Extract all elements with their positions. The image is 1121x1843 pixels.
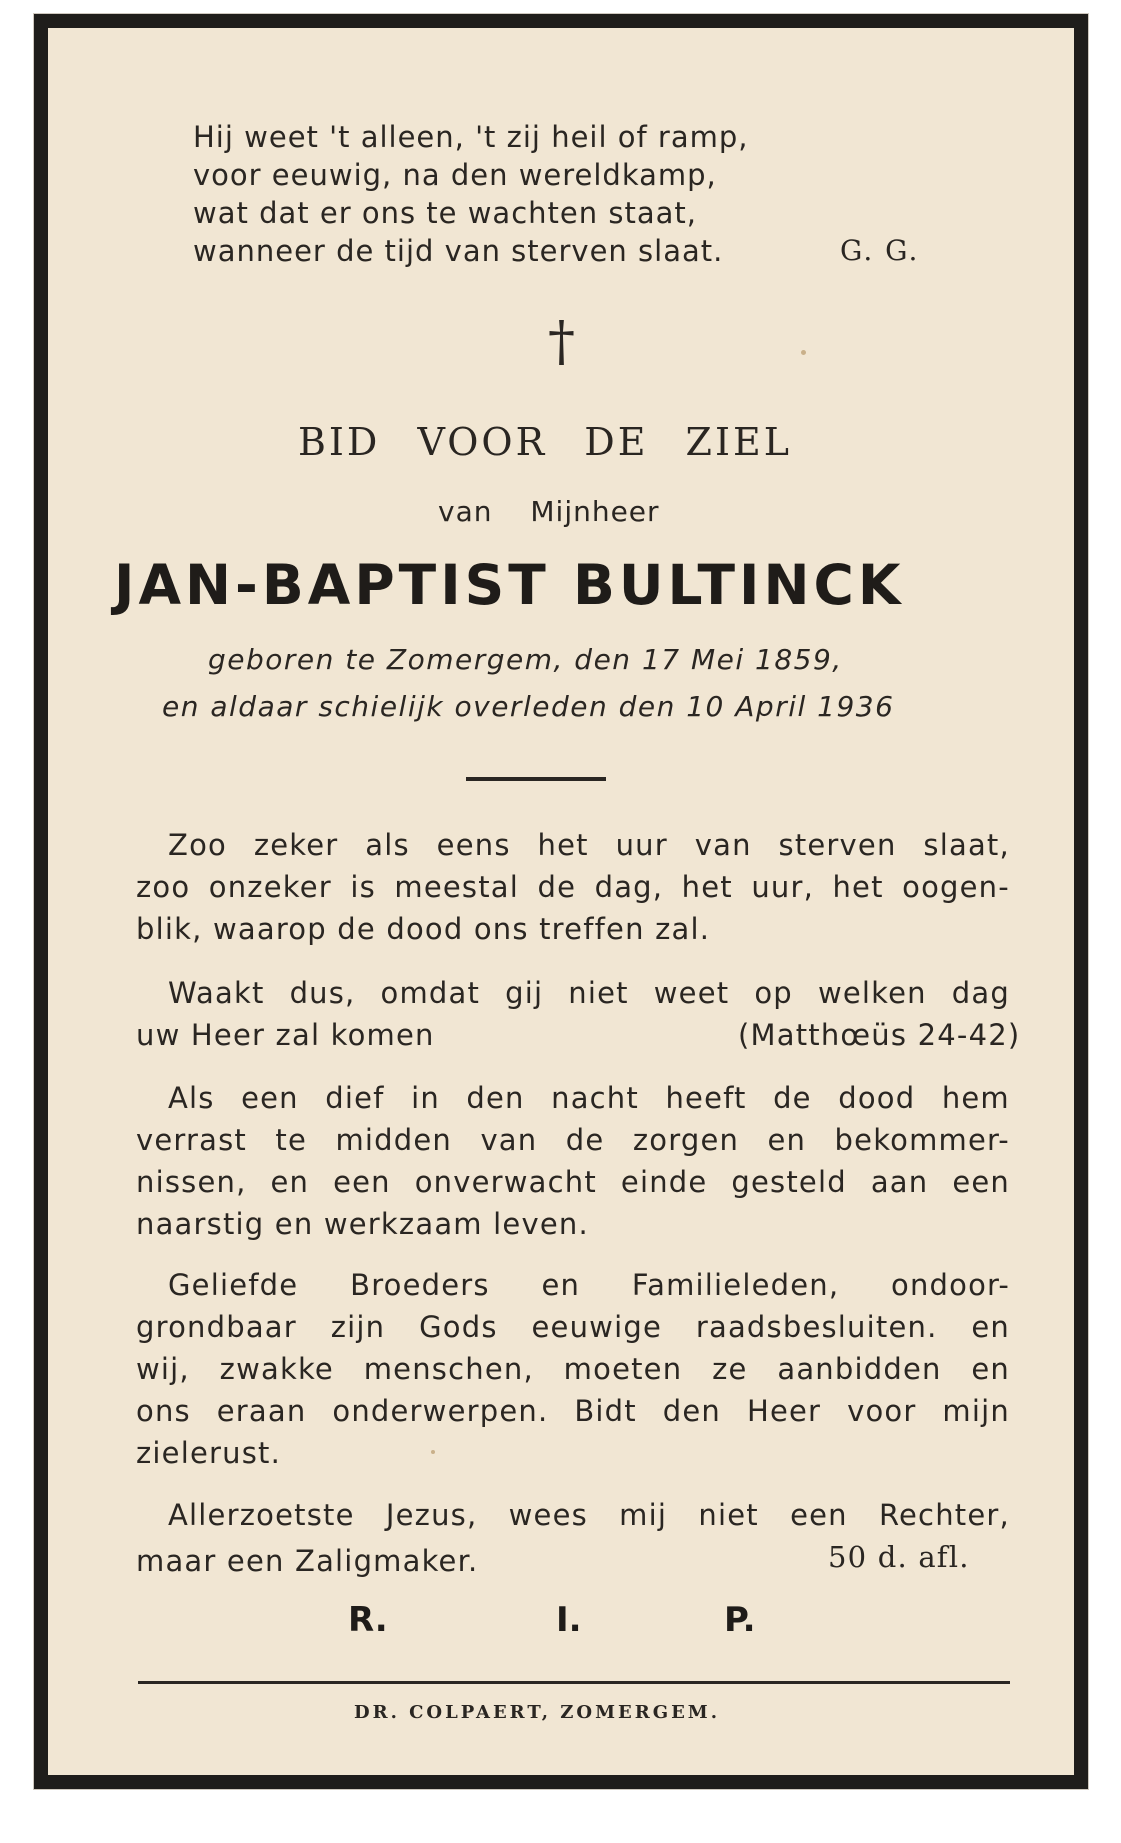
word: Familieleden,	[631, 1268, 840, 1302]
word: onverwacht	[414, 1165, 597, 1199]
p4-line-1	[168, 1268, 1010, 1302]
word: hem	[941, 1081, 1010, 1115]
word: onzeker	[208, 870, 332, 904]
word: raadsbesluiten.	[695, 1310, 938, 1344]
word: Zoo	[168, 828, 227, 862]
rip-i: I.	[556, 1600, 582, 1640]
word: eraan	[216, 1394, 307, 1428]
word: en	[971, 1310, 1010, 1344]
word: het	[832, 870, 884, 904]
word: is	[350, 870, 376, 904]
word: midden	[335, 1123, 453, 1157]
word: dood	[838, 1081, 916, 1115]
word: in	[411, 1081, 440, 1115]
word: dag	[951, 976, 1010, 1010]
word: ondoor-	[891, 1268, 1010, 1302]
divider-short	[466, 777, 606, 781]
word: een	[241, 1081, 299, 1115]
word: Rechter,	[878, 1498, 1010, 1532]
memorial-card	[34, 14, 1088, 1789]
p5-line-2-left: maar een Zaligmaker.	[136, 1544, 479, 1578]
word: verrast	[136, 1123, 247, 1157]
word: Broeders	[350, 1268, 490, 1302]
word: zeker	[253, 828, 339, 862]
cross-icon: †	[548, 310, 575, 373]
word: voor	[847, 1394, 917, 1428]
word: de	[773, 1081, 812, 1115]
word: en	[767, 1123, 807, 1157]
indulgence-note: 50 d. afl.	[828, 1540, 970, 1574]
word: de	[537, 870, 577, 904]
word: Allerzoetste	[168, 1498, 355, 1532]
word: Als	[168, 1081, 215, 1115]
word: eeuwige	[531, 1310, 663, 1344]
word: Waakt	[168, 976, 265, 1010]
word: meestal	[394, 870, 520, 904]
p4-line-3	[136, 1352, 1010, 1386]
word: moeten	[563, 1352, 683, 1386]
word: den	[466, 1081, 525, 1115]
word: niet	[568, 976, 629, 1010]
p1-line-1	[168, 828, 1010, 862]
word: nissen,	[136, 1165, 247, 1199]
poem-signature: G. G.	[840, 234, 920, 267]
word: zijn	[330, 1310, 386, 1344]
word: heeft	[665, 1081, 747, 1115]
word: het	[537, 828, 589, 862]
word: wij,	[136, 1352, 190, 1386]
word: ze	[712, 1352, 748, 1386]
word: aanbidden	[777, 1352, 942, 1386]
p1-line-2	[136, 870, 1010, 904]
p5-line-1	[168, 1498, 1010, 1532]
word: een	[790, 1498, 848, 1532]
heading: BID VOOR DE ZIEL	[298, 420, 792, 464]
rip-r: R.	[348, 1600, 388, 1640]
word: slaat,	[923, 828, 1010, 862]
word: zoo	[136, 870, 191, 904]
word: niet	[698, 1498, 759, 1532]
word: uur	[615, 828, 668, 862]
word: den	[662, 1394, 722, 1428]
card-body	[48, 28, 1074, 1775]
word: nacht	[551, 1081, 639, 1115]
word: weet	[653, 976, 730, 1010]
van-mijnheer: van Mijnheer	[438, 495, 660, 528]
word: ons	[136, 1394, 191, 1428]
word: gij	[505, 976, 544, 1010]
word: Bidt	[574, 1394, 637, 1428]
paper-spot	[431, 1450, 435, 1454]
word: als	[365, 828, 410, 862]
poem-line-2: voor eeuwig, na den wereldkamp,	[193, 158, 717, 192]
word: Jezus,	[385, 1498, 478, 1532]
birth-line: geboren te Zomergem, den 17 Mei 1859,	[208, 643, 843, 676]
word: Gods	[419, 1310, 498, 1344]
p4-line-4	[136, 1394, 1010, 1428]
word: dus,	[289, 976, 356, 1010]
word: uur,	[751, 870, 815, 904]
poem-line-1: Hij weet 't alleen, 't zij heil of ramp,	[193, 120, 749, 154]
word: van	[694, 828, 752, 862]
word: een	[333, 1165, 391, 1199]
p3-line-3	[136, 1165, 1010, 1199]
word: Geliefde	[168, 1268, 299, 1302]
p4-line-5: zielerust.	[136, 1436, 282, 1470]
word: bekommer-	[834, 1123, 1010, 1157]
word: op	[754, 976, 793, 1010]
word: welken	[817, 976, 927, 1010]
p2-line-2-left: uw Heer zal komen	[136, 1018, 435, 1052]
p3-line-1	[168, 1081, 1010, 1115]
word: de	[565, 1123, 605, 1157]
word: grondbaar	[136, 1310, 297, 1344]
word: omdat	[380, 976, 481, 1010]
word: en	[270, 1165, 310, 1199]
word: dag,	[594, 870, 664, 904]
word: zwakke	[219, 1352, 334, 1386]
p2-bible-reference: (Matthœüs 24-42)	[738, 1018, 1021, 1052]
deceased-name: JAN-BAPTIST BULTINCK	[114, 553, 905, 617]
word: oogen-	[902, 870, 1010, 904]
p1-line-3: blik, waarop de dood ons treffen zal.	[136, 912, 711, 946]
death-line: en aldaar schielijk overleden den 10 April 1936	[162, 690, 895, 723]
word: te	[275, 1123, 308, 1157]
word: eens	[436, 828, 511, 862]
word: van	[480, 1123, 538, 1157]
word: menschen,	[363, 1352, 534, 1386]
word: wees	[508, 1498, 588, 1532]
word: onderwerpen.	[332, 1394, 549, 1428]
paper-spot	[801, 350, 806, 355]
word: en	[541, 1268, 581, 1302]
word: en	[971, 1352, 1010, 1386]
divider-bottom	[138, 1681, 1010, 1684]
poem-line-4: wanneer de tijd van sterven slaat.	[193, 234, 724, 268]
poem-line-3: wat dat er ons te wachten staat,	[193, 196, 697, 230]
p4-line-2	[136, 1310, 1010, 1344]
p3-line-4: naarstig en werkzaam leven.	[136, 1207, 589, 1241]
word: aan	[870, 1165, 929, 1199]
word: mijn	[942, 1394, 1010, 1428]
word: einde	[620, 1165, 708, 1199]
word: sterven	[778, 828, 897, 862]
p2-line-1	[168, 976, 1010, 1010]
word: Heer	[746, 1394, 822, 1428]
word: een	[952, 1165, 1010, 1199]
p3-line-2	[136, 1123, 1010, 1157]
word: gesteld	[731, 1165, 847, 1199]
word: het	[681, 870, 733, 904]
word: dief	[325, 1081, 385, 1115]
word: zorgen	[632, 1123, 740, 1157]
rip-p: P.	[724, 1600, 756, 1640]
word: mij	[619, 1498, 668, 1532]
printer-credit: DR. COLPAERT, ZOMERGEM.	[354, 1702, 720, 1723]
